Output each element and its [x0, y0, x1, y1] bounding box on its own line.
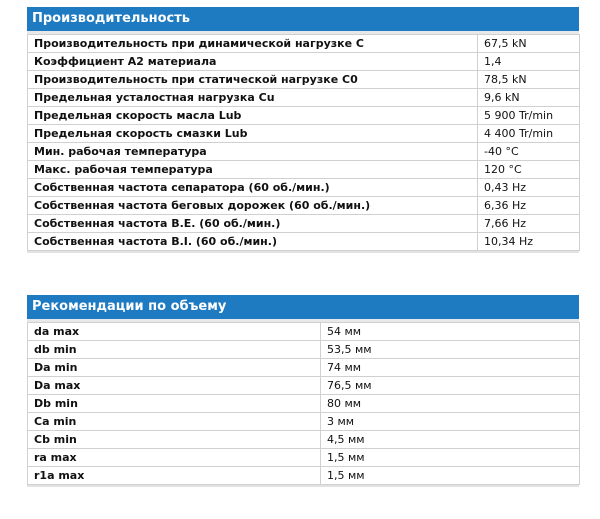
spec-value: 53,5 мм — [321, 341, 580, 359]
dimension-row — [28, 377, 580, 395]
dimensions-panel — [27, 295, 579, 487]
dimension-row — [28, 467, 580, 485]
spec-label: Коэффициент A2 материала — [28, 53, 478, 71]
spec-label: ra max — [28, 449, 321, 467]
spec-value: 5 900 Tr/min — [478, 107, 580, 125]
spec-value: 6,36 Hz — [478, 197, 580, 215]
spec-label: Макс. рабочая температура — [28, 161, 478, 179]
spec-value: -40 °C — [478, 143, 580, 161]
spec-label: Мин. рабочая температура — [28, 143, 478, 161]
spec-value: 78,5 kN — [478, 71, 580, 89]
spec-value: 4 400 Tr/min — [478, 125, 580, 143]
spec-value: 76,5 мм — [321, 377, 580, 395]
spec-label: Собственная частота беговых дорожек (60 об./мин.) — [28, 197, 478, 215]
performance-row — [28, 89, 580, 107]
dimension-row — [28, 413, 580, 431]
spec-value: 0,43 Hz — [478, 179, 580, 197]
spec-label: Da min — [28, 359, 321, 377]
spec-label: r1a max — [28, 467, 321, 485]
spec-value: 54 мм — [321, 323, 580, 341]
spec-value: 3 мм — [321, 413, 580, 431]
spec-value: 10,34 Hz — [478, 233, 580, 251]
performance-panel — [27, 7, 579, 253]
spec-value: 80 мм — [321, 395, 580, 413]
dimension-row — [28, 431, 580, 449]
performance-row — [28, 215, 580, 233]
spec-value: 67,5 kN — [478, 35, 580, 53]
spec-label: da max — [28, 323, 321, 341]
performance-row — [28, 233, 580, 251]
performance-row — [28, 35, 580, 53]
spec-label: Ca min — [28, 413, 321, 431]
spec-label: Cb min — [28, 431, 321, 449]
performance-row — [28, 161, 580, 179]
performance-row — [28, 179, 580, 197]
dimension-row — [28, 359, 580, 377]
spec-value: 120 °C — [478, 161, 580, 179]
performance-row — [28, 143, 580, 161]
spec-label: Предельная усталостная нагрузка Cu — [28, 89, 478, 107]
performance-row — [28, 107, 580, 125]
spec-value: 1,5 мм — [321, 449, 580, 467]
performance-row — [28, 71, 580, 89]
spec-label: Db min — [28, 395, 321, 413]
spec-label: db min — [28, 341, 321, 359]
spec-label: Собственная частота сепаратора (60 об./мин.) — [28, 179, 478, 197]
spec-label: Собственная частота B.I. (60 об./мин.) — [28, 233, 478, 251]
performance-panel-title: Производительность — [27, 7, 579, 34]
spec-value: 1,5 мм — [321, 467, 580, 485]
dimension-row — [28, 323, 580, 341]
spec-value: 4,5 мм — [321, 431, 580, 449]
spec-value: 9,6 kN — [478, 89, 580, 107]
spec-value: 74 мм — [321, 359, 580, 377]
dimensions-table — [27, 322, 580, 485]
spec-label: Производительность при статической нагрузке C0 — [28, 71, 478, 89]
dimension-row — [28, 341, 580, 359]
spec-label: Предельная скорость масла Lub — [28, 107, 478, 125]
spec-value: 7,66 Hz — [478, 215, 580, 233]
spec-label: Производительность при динамической нагрузке C — [28, 35, 478, 53]
dimension-row — [28, 449, 580, 467]
dimension-row — [28, 395, 580, 413]
spec-label: Собственная частота B.E. (60 об./мин.) — [28, 215, 478, 233]
spec-label: Предельная скорость смазки Lub — [28, 125, 478, 143]
spec-label: Da max — [28, 377, 321, 395]
dimensions-panel-title: Рекомендации по объему — [27, 295, 579, 322]
performance-row — [28, 53, 580, 71]
performance-row — [28, 197, 580, 215]
performance-table — [27, 34, 580, 251]
performance-row — [28, 125, 580, 143]
spec-value: 1,4 — [478, 53, 580, 71]
